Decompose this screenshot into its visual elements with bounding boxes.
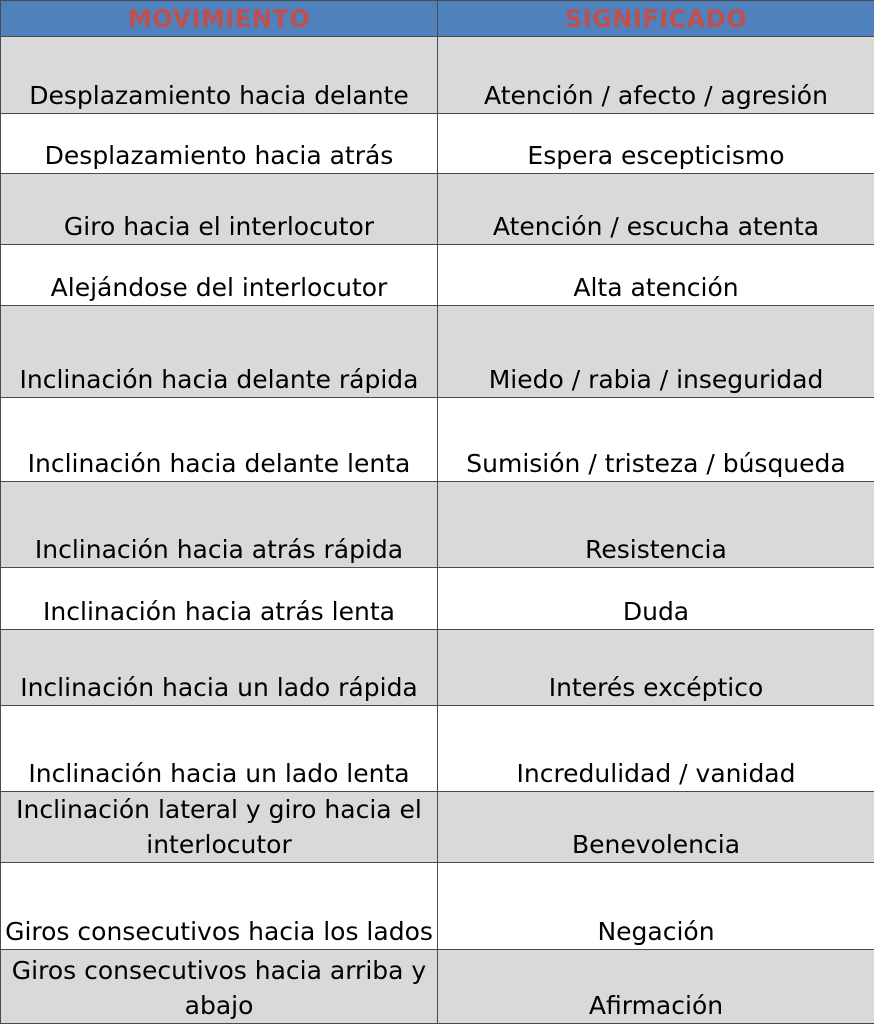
movement-cell: Desplazamiento hacia atrás	[1, 114, 438, 174]
movement-cell: Inclinación hacia un lado lenta	[1, 706, 438, 792]
meaning-cell: Afirmación	[438, 950, 874, 1024]
table-row	[1, 37, 874, 114]
meaning-cell: Negación	[438, 863, 874, 950]
table-row	[1, 950, 874, 1024]
meaning-cell: Duda	[438, 568, 874, 630]
table-row	[1, 482, 874, 568]
table-row	[1, 174, 874, 245]
meaning-cell: Miedo / rabia / inseguridad	[438, 306, 874, 398]
header-meaning: SIGNIFICADO	[438, 1, 874, 37]
meaning-cell: Incredulidad / vanidad	[438, 706, 874, 792]
movement-cell: Giros consecutivos hacia arriba y abajo	[1, 950, 438, 1024]
meaning-cell: Interés excéptico	[438, 630, 874, 706]
movement-cell: Giros consecutivos hacia los lados	[1, 863, 438, 950]
table-header-row	[1, 1, 874, 37]
movement-cell: Giro hacia el interlocutor	[1, 174, 438, 245]
table-row	[1, 568, 874, 630]
movement-cell: Inclinación hacia delante rápida	[1, 306, 438, 398]
table-row	[1, 306, 874, 398]
meaning-cell: Sumisión / tristeza / búsqueda	[438, 398, 874, 482]
header-movement: MOVIMIENTO	[1, 1, 438, 37]
movement-cell: Inclinación hacia atrás lenta	[1, 568, 438, 630]
table-row	[1, 792, 874, 863]
table-row	[1, 245, 874, 306]
meaning-cell: Resistencia	[438, 482, 874, 568]
meaning-cell: Espera escepticismo	[438, 114, 874, 174]
movement-cell: Alejándose del interlocutor	[1, 245, 438, 306]
table-row	[1, 630, 874, 706]
movement-cell: Inclinación hacia un lado rápida	[1, 630, 438, 706]
table-row	[1, 398, 874, 482]
movement-cell: Inclinación hacia delante lenta	[1, 398, 438, 482]
table-row	[1, 706, 874, 792]
meaning-cell: Atención / escucha atenta	[438, 174, 874, 245]
meaning-cell: Atención / afecto / agresión	[438, 37, 874, 114]
meaning-cell: Benevolencia	[438, 792, 874, 863]
movement-cell: Inclinación lateral y giro hacia el interlocutor	[1, 792, 438, 863]
movement-cell: Inclinación hacia atrás rápida	[1, 482, 438, 568]
table-row	[1, 863, 874, 950]
table-row	[1, 114, 874, 174]
movement-cell: Desplazamiento hacia delante	[1, 37, 438, 114]
meaning-cell: Alta atención	[438, 245, 874, 306]
